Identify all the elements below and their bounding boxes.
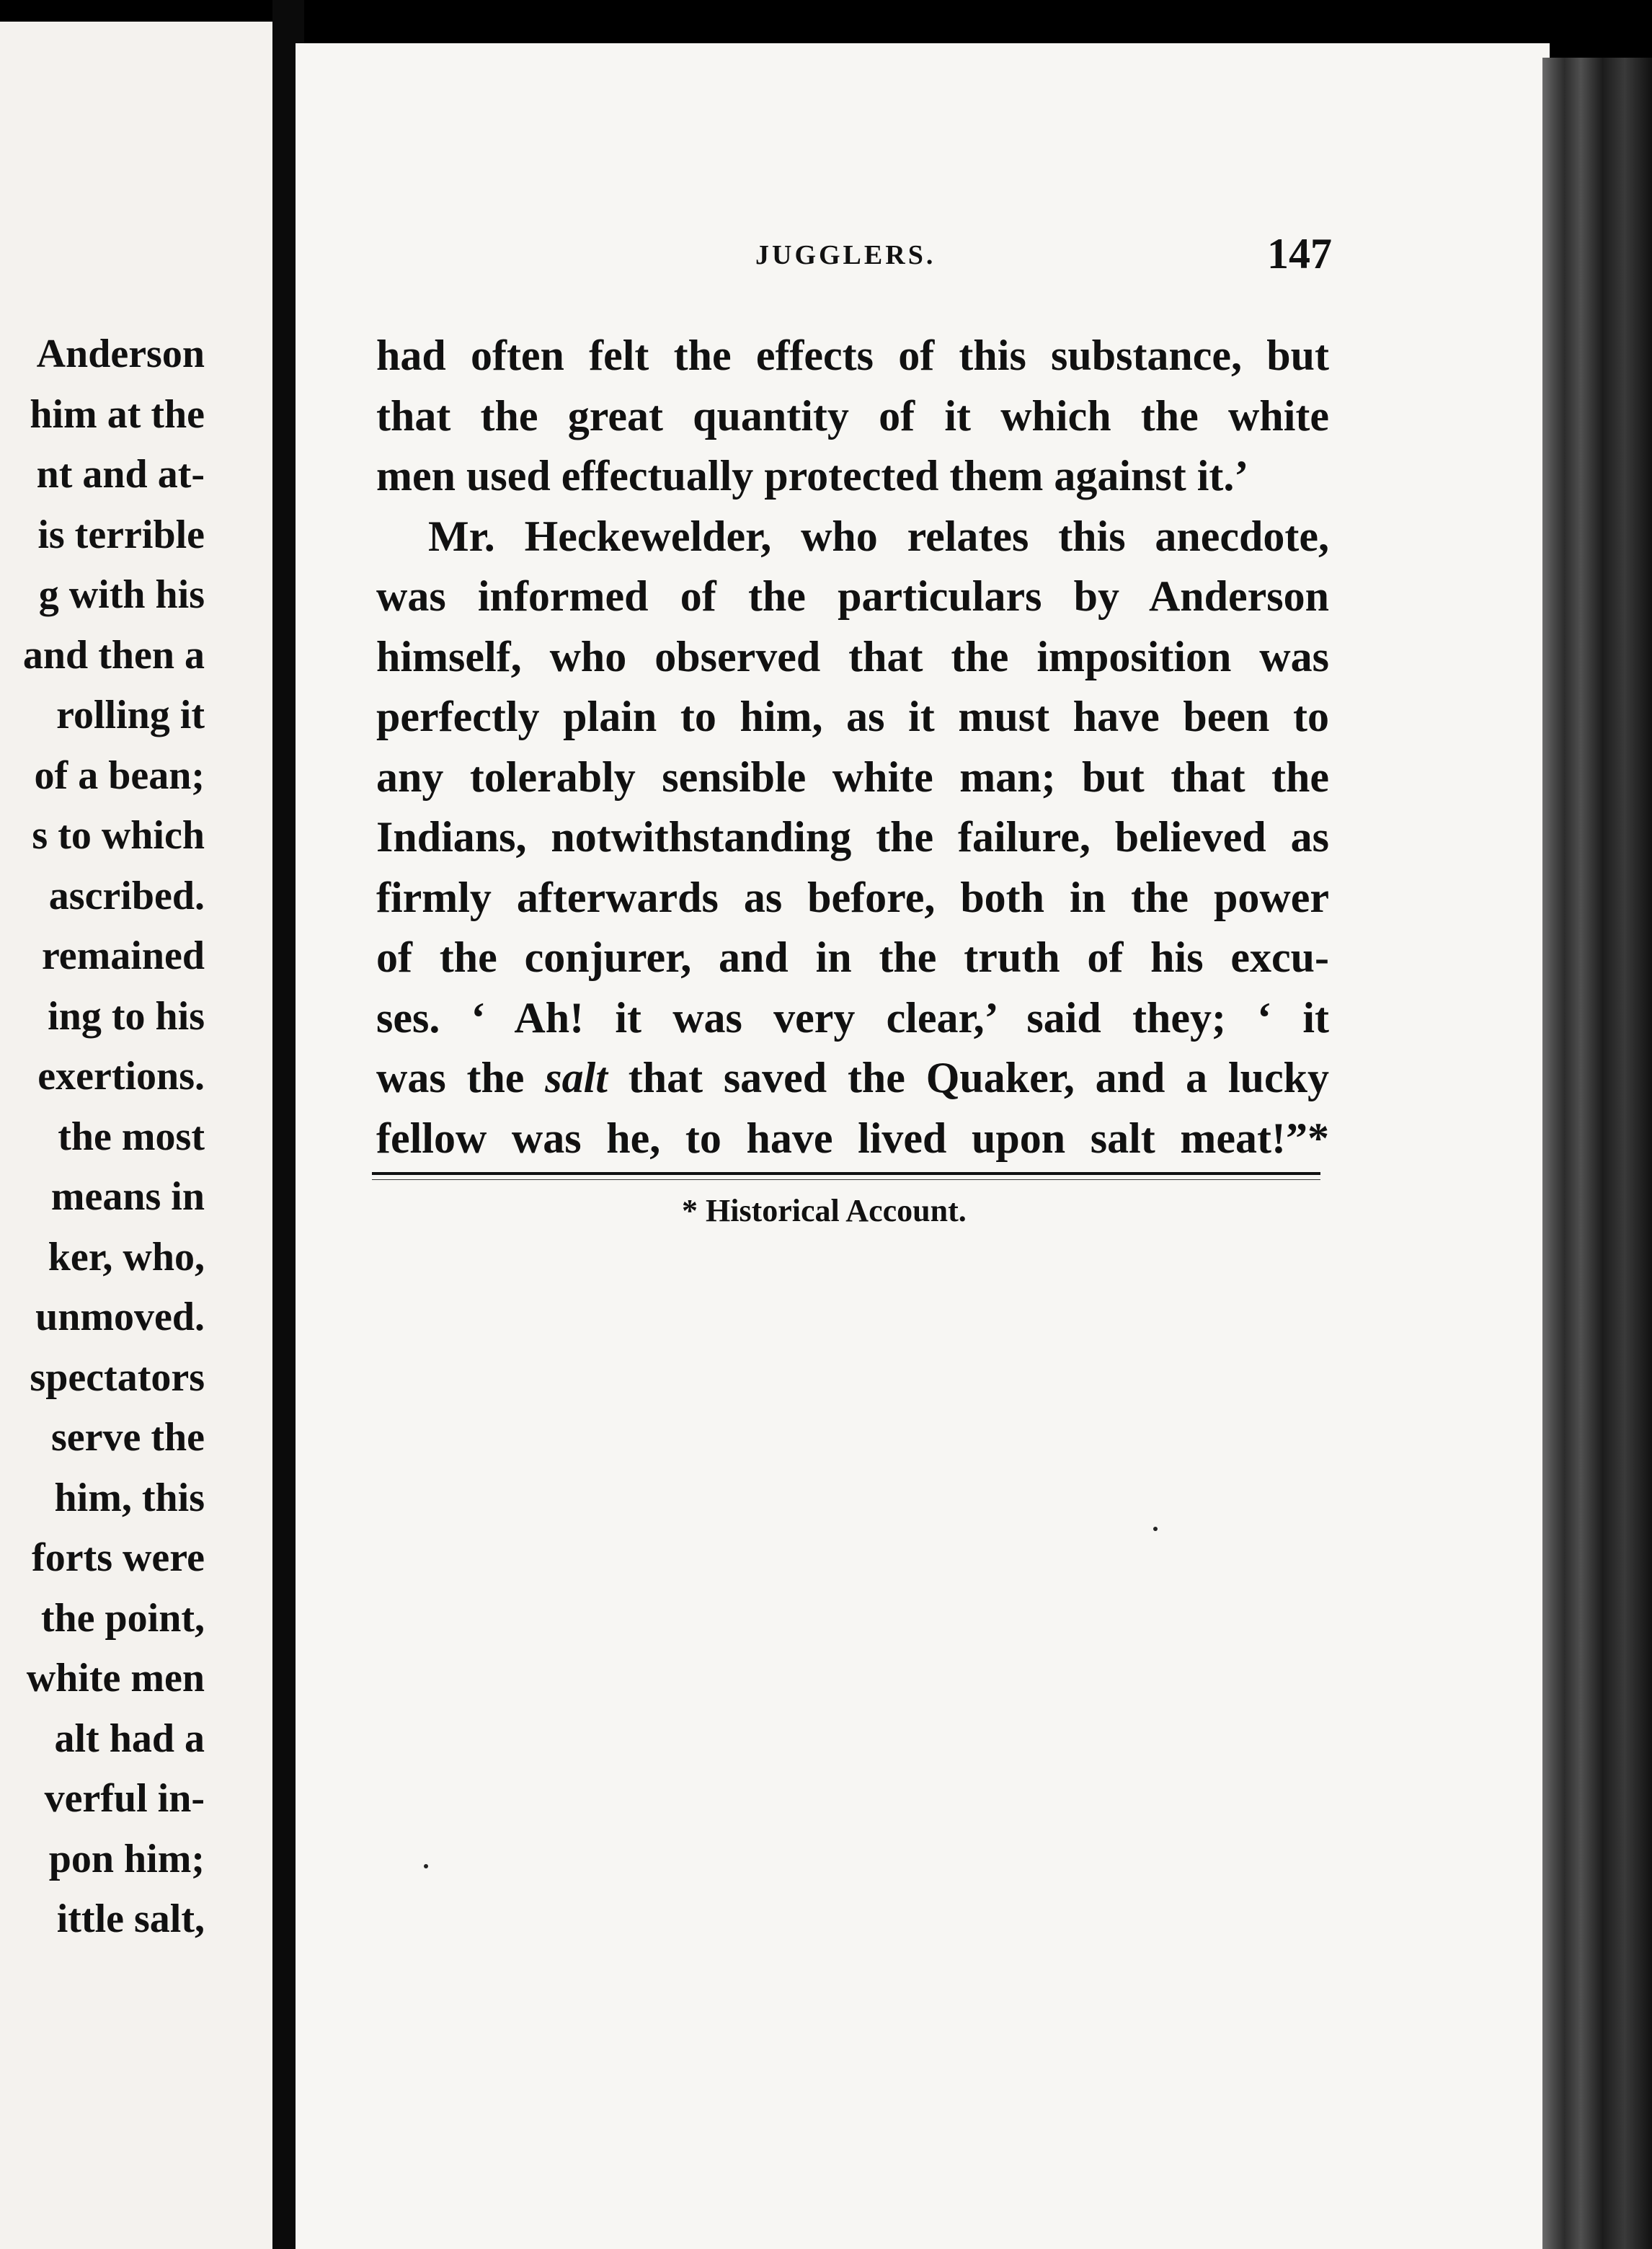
body-line: had often felt the effects of this substance, but [376, 332, 1329, 379]
body-line-before: was the [376, 1054, 546, 1101]
ink-speck [424, 1864, 428, 1868]
left-line: exertions. [37, 1054, 205, 1099]
left-line: unmoved. [35, 1295, 205, 1339]
left-line: pon him; [48, 1836, 205, 1881]
left-line: the most [58, 1114, 205, 1159]
body-line: Mr. Heckewelder, who relates this anecdote, [428, 512, 1329, 560]
left-line: nt and at- [36, 452, 205, 497]
left-line: serve the [50, 1415, 205, 1460]
body-text [376, 326, 1329, 1168]
left-line: g with his [38, 572, 205, 617]
left-line: ittle salt, [56, 1897, 205, 1941]
left-line: ing to his [48, 993, 205, 1039]
body-line: perfectly plain to him, as it must have been to [376, 693, 1329, 740]
left-page [0, 22, 272, 2249]
left-line: him, this [54, 1475, 205, 1520]
left-line: is terrible [37, 512, 205, 557]
body-line: that the great quantity of it which the white [376, 391, 1329, 440]
body-line: of the conjurer, and in the truth of his excu- [376, 933, 1329, 981]
left-line: him at the [30, 391, 205, 437]
left-line: s to which [32, 813, 205, 858]
left-line: spectators [30, 1354, 205, 1400]
body-line: fellow was he, to have lived upon salt meat!”* [376, 1114, 1329, 1162]
left-line: means in [50, 1174, 205, 1219]
italic-word: salt [545, 1054, 608, 1101]
left-line: forts were [32, 1535, 205, 1580]
left-line: verful in- [44, 1776, 205, 1821]
body-line [376, 1048, 1329, 1109]
ink-speck [1153, 1527, 1158, 1531]
body-line: Indians, notwithstanding the failure, believed as [376, 813, 1329, 861]
left-line: Anderson [36, 332, 205, 376]
body-line: firmly afterwards as before, both in the power [376, 873, 1329, 921]
left-line: remained [41, 933, 205, 978]
left-line: of a bean; [34, 753, 205, 798]
left-line: and then a [22, 632, 205, 678]
page-number: 147 [1267, 230, 1332, 278]
body-line-after: that saved the Quaker, and a lucky [607, 1054, 1329, 1101]
left-page-text [23, 324, 205, 1950]
body-line: himself, who observed that the imposition was [376, 632, 1329, 680]
footnote-rule-inner [372, 1179, 1320, 1180]
page-edge-shadow [1542, 58, 1652, 2249]
body-line: was informed of the particulars by Anderson [376, 572, 1329, 620]
left-line: alt had a [54, 1716, 205, 1761]
running-head: JUGGLERS. [755, 240, 936, 270]
body-line: any tolerably sensible white man; but that the [376, 753, 1329, 801]
footnote-rule [372, 1172, 1320, 1175]
left-line: the point, [40, 1595, 205, 1641]
left-line: rolling it [56, 693, 205, 737]
left-line: ascribed. [48, 873, 205, 918]
footnote: * Historical Account. [682, 1193, 967, 1228]
left-line: ker, who, [48, 1234, 205, 1279]
body-line: ses. ‘ Ah! it was very clear,’ said they; ‘ it [376, 993, 1329, 1042]
left-line: white men [26, 1656, 205, 1700]
body-line: men used effectually protected them against it.’ [376, 452, 1249, 500]
